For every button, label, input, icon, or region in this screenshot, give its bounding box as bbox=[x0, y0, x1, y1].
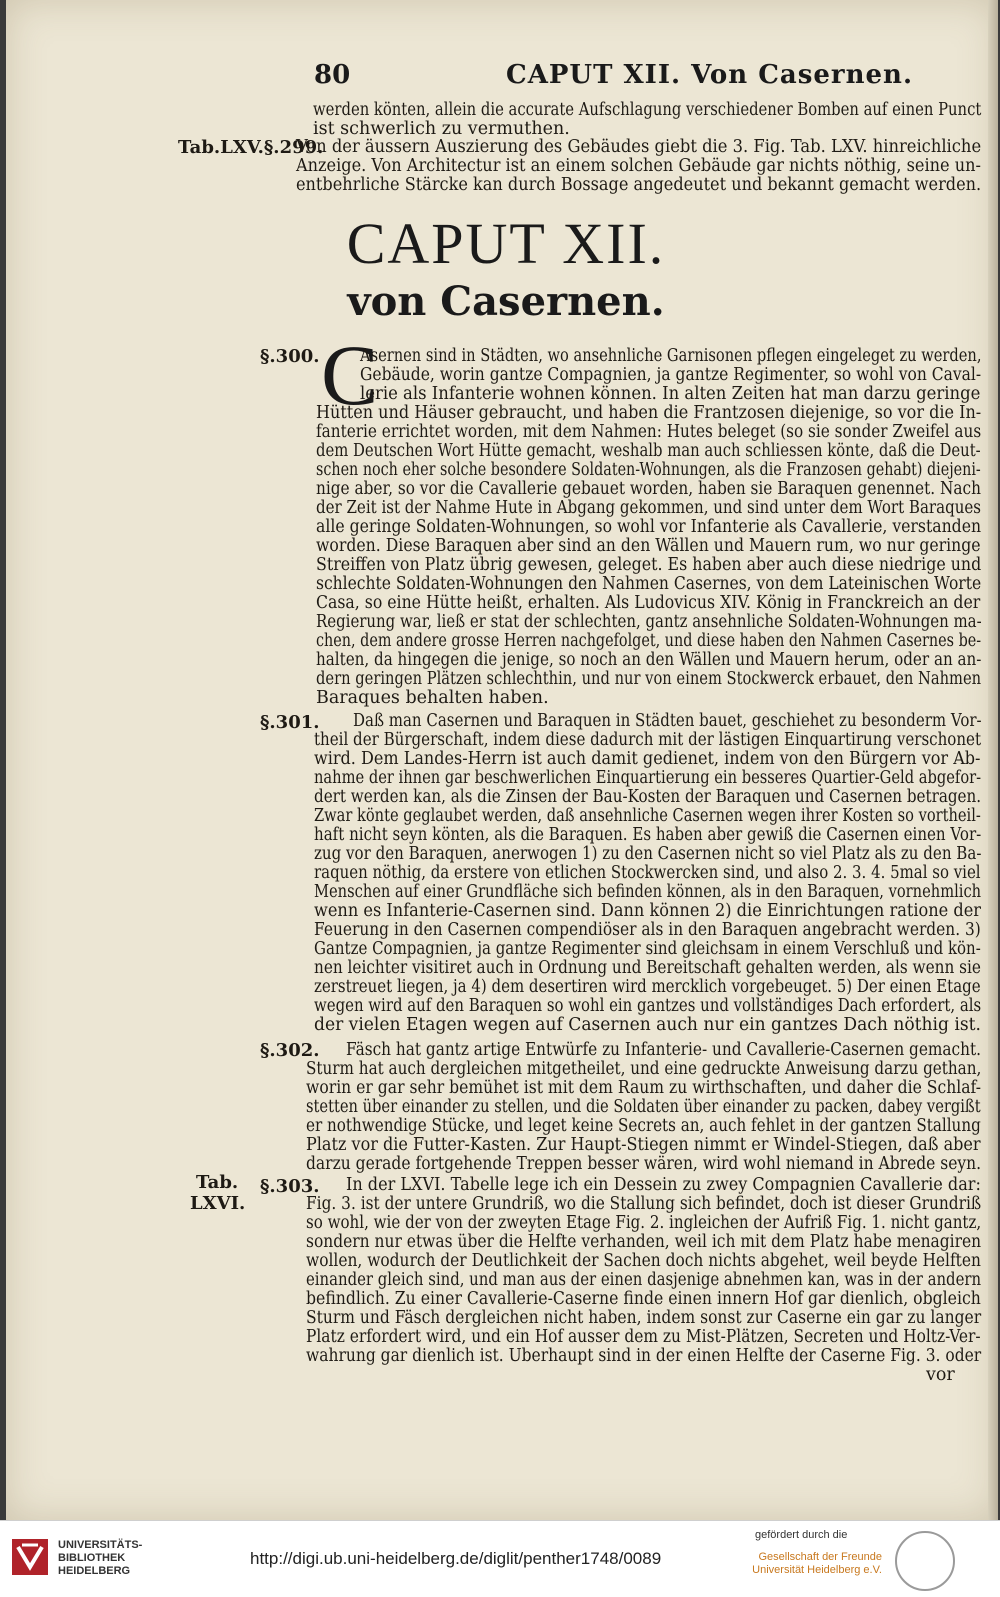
text-line: Baraques behalten haben. bbox=[316, 688, 549, 708]
text-line: Menschen auf einer Grundfläche sich befinden können, als in den Baraquen, vornehmlich bbox=[314, 882, 982, 902]
text-line: haft nicht seyn könten, als die Baraquen. Es haben aber gewiß die Casernen einen Vor- bbox=[314, 825, 982, 845]
text-line: einander gleich sind, und man aus der einen dasjenige abnehmen kan, was in der andern bbox=[306, 1270, 982, 1290]
text-line: Fäsch hat gantz artige Entwürfe zu Infanterie- und Cavallerie-Casernen gemacht. bbox=[346, 1040, 982, 1060]
text-line: dert werden kan, als die Zinsen der Bau-Kosten der Baraquen und Casernen betragen. bbox=[314, 787, 982, 807]
text-line: Platz vor die Futter-Kasten. Zur Haupt-Stiegen nimmt er Windel-Stiegen, daß aber bbox=[306, 1135, 981, 1155]
text-line: er nothwendige Stücke, und leget keine Secrets an, auch fehlet in der gantzen Stallung bbox=[306, 1116, 981, 1136]
sponsor-name bbox=[752, 1551, 882, 1577]
library-name-line-1: UNIVERSITÄTS- bbox=[58, 1539, 143, 1551]
text-line: nige aber, so vor die Cavallerie gebauet worden, haben sie Baraquen genennet. Nach bbox=[316, 479, 981, 499]
text-line: schen noch eher solche besondere Soldaten-Wohnungen, als die Franzosen gehabt) diejeni- bbox=[316, 460, 981, 480]
drop-capital: C bbox=[321, 327, 379, 423]
text-line: dern geringen Plätzen schlechthin, und nur von einem Stockwerck erbauet, den Nahmen bbox=[316, 669, 982, 689]
text-line: alle geringe Soldaten-Wohnungen, so wohl vor Infanterie als Cavallerie, verstanden bbox=[316, 517, 982, 537]
page-number: 80 bbox=[314, 60, 351, 90]
library-name bbox=[58, 1539, 142, 1578]
text-line: stetten über einander zu stellen, und die Soldaten über einander zu packen, dabey vergißt bbox=[306, 1097, 981, 1117]
chapter-title: CAPUT XII. bbox=[346, 211, 666, 276]
sponsor-name-line-1: Gesellschaft der Freunde bbox=[758, 1551, 882, 1563]
text-line: Von der äussern Auszierung des Gebäudes giebt die 3. Fig. Tab. LXV. hinreichliche bbox=[296, 137, 982, 157]
text-line: zerstreuet liegen, ja 4) dem desertiren wird mercklich vorgebeuget. 5) Der einen Etage bbox=[314, 977, 981, 997]
chapter-subtitle: von Casernen. bbox=[347, 278, 665, 325]
text-line: Zwar könte geglaubet werden, daß ansehnliche Casernen wegen ihrer Kosten so vortheil- bbox=[314, 806, 981, 826]
text-line: der Zeit ist der Nahme Hute in Abgang gekommen, und sind unter dem Wort Baraques bbox=[316, 498, 982, 518]
scanned-page bbox=[6, 0, 998, 1520]
text-line: fanterie errichtet worden, mit dem Nahmen: Hutes beleget (so sie sonder Zweifel aus bbox=[316, 422, 982, 442]
text-line: Gantze Compagnien, ja gantze Regimenter sind gleichsam in einem Verschluß und kön- bbox=[314, 939, 981, 959]
text-line: darzu gerade fortgehende Treppen besser wären, wird wohl niemand in Abrede seyn. bbox=[306, 1154, 982, 1174]
text-line: wenn es Infanterie-Casernen sind. Dann können 2) die Einrichtungen ratione der bbox=[314, 901, 982, 921]
text-line: In der LXVI. Tabelle lege ich ein Dessein zu zwey Compagnien Cavallerie dar: bbox=[346, 1175, 981, 1195]
text-line: wegen wird auf den Baraquen so wohl ein gantzes und vollständiges Dach erfordert, als bbox=[314, 996, 982, 1016]
text-line: entbehrliche Stärcke kan durch Bossage angedeutet und bekannt gemacht werden. bbox=[296, 175, 982, 195]
text-line: zug vor den Baraquen, anerwogen 1) zu den Casernen nicht so viel Platz als zu den Ba- bbox=[314, 844, 982, 864]
running-title bbox=[506, 60, 913, 90]
text-line: nahme der ihnen gar beschwerlichen Einquartierung ein besseres Quartier-Geld abgefor- bbox=[314, 768, 982, 788]
university-seal-icon bbox=[895, 1531, 955, 1591]
permalink-url[interactable]: http://digi.ub.uni-heidelberg.de/diglit/penther1748/0089 bbox=[250, 1549, 662, 1568]
running-title-subject: Von Casernen. bbox=[691, 60, 914, 90]
running-header bbox=[6, 60, 998, 94]
text-line: sondern nur etwas über die Helfte verhanden, weil ich mit dem Platz habe menagiren bbox=[306, 1232, 982, 1252]
text-line: theil der Bürgerschaft, indem diese dadurch mit der lästigen Einquartirung verschonet bbox=[314, 730, 981, 750]
text-line: Fig. 3. ist der untere Grundriß, wo die Stallung sich befindet, doch ist dieser Grundriß bbox=[306, 1194, 982, 1214]
text-line: Anzeige. Von Architectur ist an einem solchen Gebäude gar nichts nöthig, seine un- bbox=[296, 156, 981, 176]
margin-note-tab-lxv: Tab.LXV.§.299. bbox=[178, 137, 324, 158]
text-line: raquen nöthig, da erstere von etlichen Stockwercken sind, und also 2. 3. 4. 5mal so viel bbox=[314, 863, 981, 883]
university-library-logo-icon bbox=[10, 1535, 50, 1579]
text-line: wahrung gar dienlich ist. Uberhaupt sind in der einen Helfte der Caserne Fig. 3. oder bbox=[306, 1346, 982, 1366]
text-line: befindlich. Zu einer Cavallerie-Caserne finde einen innern Hof gar dienlich, obgleich bbox=[306, 1289, 981, 1309]
text-line: werden könten, allein die accurate Aufschlagung verschiedener Bomben auf einen Punct bbox=[313, 100, 982, 120]
text-line: schlechte Soldaten-Wohnungen den Nahmen Casernes, von dem Lateinischen Worte bbox=[316, 574, 982, 594]
text-line: wollen, wodurch der Deutlichkeit der Sachen doch nichts abgehet, weil beyde Helften bbox=[306, 1251, 981, 1271]
text-line: Casa, so eine Hütte heißt, erhalten. Als Ludovicus XIV. König in Franckreich an der bbox=[316, 593, 981, 613]
margin-note-s300: §.300. bbox=[260, 346, 320, 367]
text-line: vor bbox=[926, 1365, 955, 1385]
margin-note-tab: Tab. bbox=[196, 1172, 239, 1193]
text-line: nen leichter visitiret auch in Ordnung und Bereitschaft gehalten werden, als wenn sie bbox=[314, 958, 981, 978]
sponsor-name-line-2: Universität Heidelberg e.V. bbox=[752, 1564, 882, 1576]
text-line: Sturm und Fäsch dergleichen nicht haben, indem sonst zur Caserne ein gar zu langer bbox=[306, 1308, 982, 1328]
text-line: Sturm hat auch dergleichen mitgetheilet, und eine gedruckte Anweisung darzu gethan, bbox=[306, 1059, 982, 1079]
text-line: chen, dem andere grosse Herren nachgefolget, und diese haben den Nahmen Casernes be- bbox=[316, 631, 982, 651]
text-line: worin er gar sehr bemühet ist mit dem Raum zu wirthschaften, und daher die Schlaf- bbox=[306, 1078, 982, 1098]
text-line: halten, da hingegen die jenige, so noch an den Wällen und Mauern herum, oder an an- bbox=[316, 650, 982, 670]
viewer-footer bbox=[0, 1520, 1000, 1597]
text-line: Daß man Casernen und Baraquen in Städten bauet, geschiehet zu besonderm Vor- bbox=[353, 711, 982, 731]
text-line: Hütten und Häuser gebraucht, und haben die Frantzosen diejenige, so vor die In- bbox=[316, 403, 982, 423]
margin-note-s303: §.303. bbox=[260, 1176, 320, 1197]
text-line: Platz erfordert wird, und ein Hof ausser dem zu Mist-Plätzen, Secreten und Holtz-Ver- bbox=[306, 1327, 981, 1347]
margin-note-lxvi: LXVI. bbox=[190, 1193, 246, 1214]
text-line: Asernen sind in Städten, wo ansehnliche Garnisonen pflegen eingeleget zu werden, bbox=[360, 346, 982, 366]
margin-note-s301: §.301. bbox=[260, 712, 320, 733]
text-line: Regierung war, ließ er stat der schlechten, gantz ansehnliche Soldaten-Wohnungen ma- bbox=[316, 612, 982, 632]
text-line: Gebäude, worin gantze Compagnien, ja gantze Regimenter, so wohl von Caval- bbox=[360, 365, 982, 385]
text-line: lerie als Infanterie wohnen können. In alten Zeiten hat man darzu geringe bbox=[360, 384, 981, 404]
text-line: Feuerung in den Casernen compendiöser als in den Baraquen angebracht werden. 3) bbox=[314, 920, 981, 940]
library-name-line-2: BIBLIOTHEK bbox=[58, 1552, 126, 1564]
library-name-line-3: HEIDELBERG bbox=[58, 1565, 131, 1577]
text-line: worden. Diese Baraquen aber sind an den Wällen und Mauern rum, wo nur geringe bbox=[316, 536, 981, 556]
margin-note-s302: §.302. bbox=[260, 1040, 320, 1061]
text-line: so wohl, wie der von der zweyten Etage Fig. 2. ingleichen der Aufriß Fig. 1. nicht gantz, bbox=[306, 1213, 982, 1233]
text-line: der vielen Etagen wegen auf Casernen auch nur ein gantzes Dach nöthig ist. bbox=[314, 1015, 981, 1035]
text-line: dem Deutschen Wort Hütte gemacht, weshalb man auch schliessen könte, daß die Deut- bbox=[316, 441, 981, 461]
text-line: ist schwerlich zu vermuthen. bbox=[313, 119, 570, 139]
text-line: Streiffen von Platz übrig gewesen, geleget. Es haben aber auch diese niedrige und bbox=[316, 555, 982, 575]
running-title-caput: CAPUT XII. bbox=[506, 60, 682, 90]
sponsor-label: gefördert durch die bbox=[755, 1529, 848, 1541]
text-line: wird. Dem Landes-Herrn ist auch damit gedienet, indem von den Bürgern vor Ab- bbox=[314, 749, 981, 769]
